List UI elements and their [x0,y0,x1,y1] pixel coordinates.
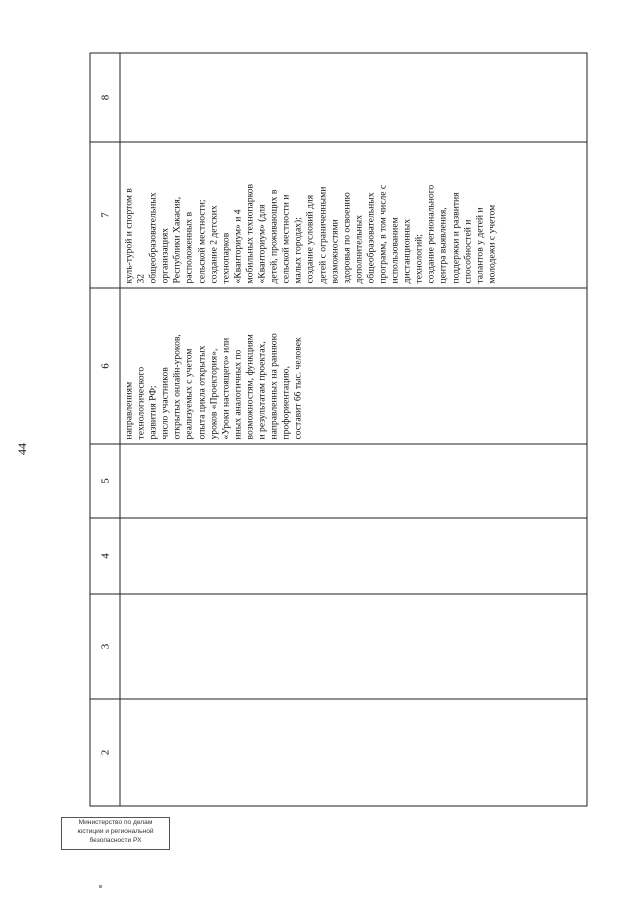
cell-col-2 [120,699,587,806]
cell-text-line: куль-турой и спортом в [123,187,134,283]
rotated-table [89,53,587,806]
cell-text-line: «Уроки настоящего» или [219,337,231,439]
cell-col-7 [120,142,587,288]
cell-text-line: талантов у детей и [473,206,485,283]
column-header-2: 2 [90,699,120,806]
column-header-4: 4 [90,518,120,594]
cell-text-line: «Кванториум» и 4 [231,208,243,283]
cell-text-line: профориентацию, [280,365,292,439]
cell-text-line: возможностями [328,218,340,283]
cell-col-5 [120,444,587,518]
cell-text-line: молодежи с учетом [485,204,497,283]
page-number: 44 [15,443,29,455]
column-header-8: 8 [90,53,120,142]
cell-text-line: технологий; [413,233,425,283]
cell-text-line: и результатам проектах, [256,340,268,439]
column-header-6: 6 [90,288,120,444]
cell-text-line: развития РФ; [147,384,159,439]
stamp-line: Министерство по делам [78,819,153,826]
cell-text-line: расположенных в [183,211,195,283]
cell-text-line: центра выявления, [437,206,449,283]
cell-text-line: сельской местности и [280,194,292,283]
stamp-line: безопасности РХ [89,837,142,844]
cell-text-line: 32 [135,273,147,283]
cell-text-line: создание регионального [425,184,437,283]
column-header-3: 3 [90,594,120,699]
scan-speck [99,885,102,888]
cell-text-line: реализуемых с учетом [183,348,195,439]
cell-text-line: создание 2 детских [207,204,219,283]
cell-text-line: Республики Хакасия, [171,196,183,283]
cell-text-line: мобильных технопарков [243,183,255,283]
stamp-line: юстиции и региональной [77,828,154,835]
cell-text-line: опыта цикла открытых [195,345,207,439]
cell-text-line: сельской местности; [195,199,207,283]
table-container [89,53,587,806]
cell-text-line: общеобразовательных [147,192,159,283]
cell-text-line: детей с ограниченными [316,186,328,283]
cell-text-line: открытых онлайн-уроков, [171,333,183,439]
registration-stamp [61,817,170,850]
cell-text-line: использованием [389,216,401,283]
cell-text-line: уроков «Проектория», [207,348,219,439]
cell-col-6 [120,288,587,444]
cell-text-line: программ, в том числе с [376,184,388,283]
table-row [120,53,587,806]
cell-text-line: поддержки и развития [449,191,461,283]
cell-text-line: общеобразовательных [364,192,376,283]
cell-text-line: малых городах); [292,216,304,283]
cell-text-line: «Кванториум» (для [256,204,268,283]
cell-col-8 [120,53,587,142]
cell-text-line: направленных на раннюю [268,332,280,439]
cell-col-4 [120,518,587,594]
cell-text-line: способностей и [461,219,473,283]
cell-text-line: число участников [159,366,171,439]
cell-text-line: дополнительных [352,214,364,283]
cell-text-line: создание условий для [304,194,316,283]
cell-text-line: технологического [135,366,147,439]
cell-text-line: иных аналогичных по [231,349,243,439]
cell-text-line: возможностям, функциям [243,333,255,439]
cell-text-line: детей, проживающих в [268,189,280,283]
cell-text-line: составит 66 тыс. человек [292,336,304,439]
cell-col-3 [120,594,587,699]
header-row [90,53,120,806]
column-header-7: 7 [90,142,120,288]
cell-text-line: здоровья по освоению [340,191,352,283]
cell-text-line: организациях [159,227,171,283]
data-table [89,52,587,806]
cell-text-line: направлениям [123,381,134,439]
cell-text-line: дистанционных [401,218,413,283]
column-header-5: 5 [90,444,120,518]
cell-text-line: технопарков [219,232,231,283]
